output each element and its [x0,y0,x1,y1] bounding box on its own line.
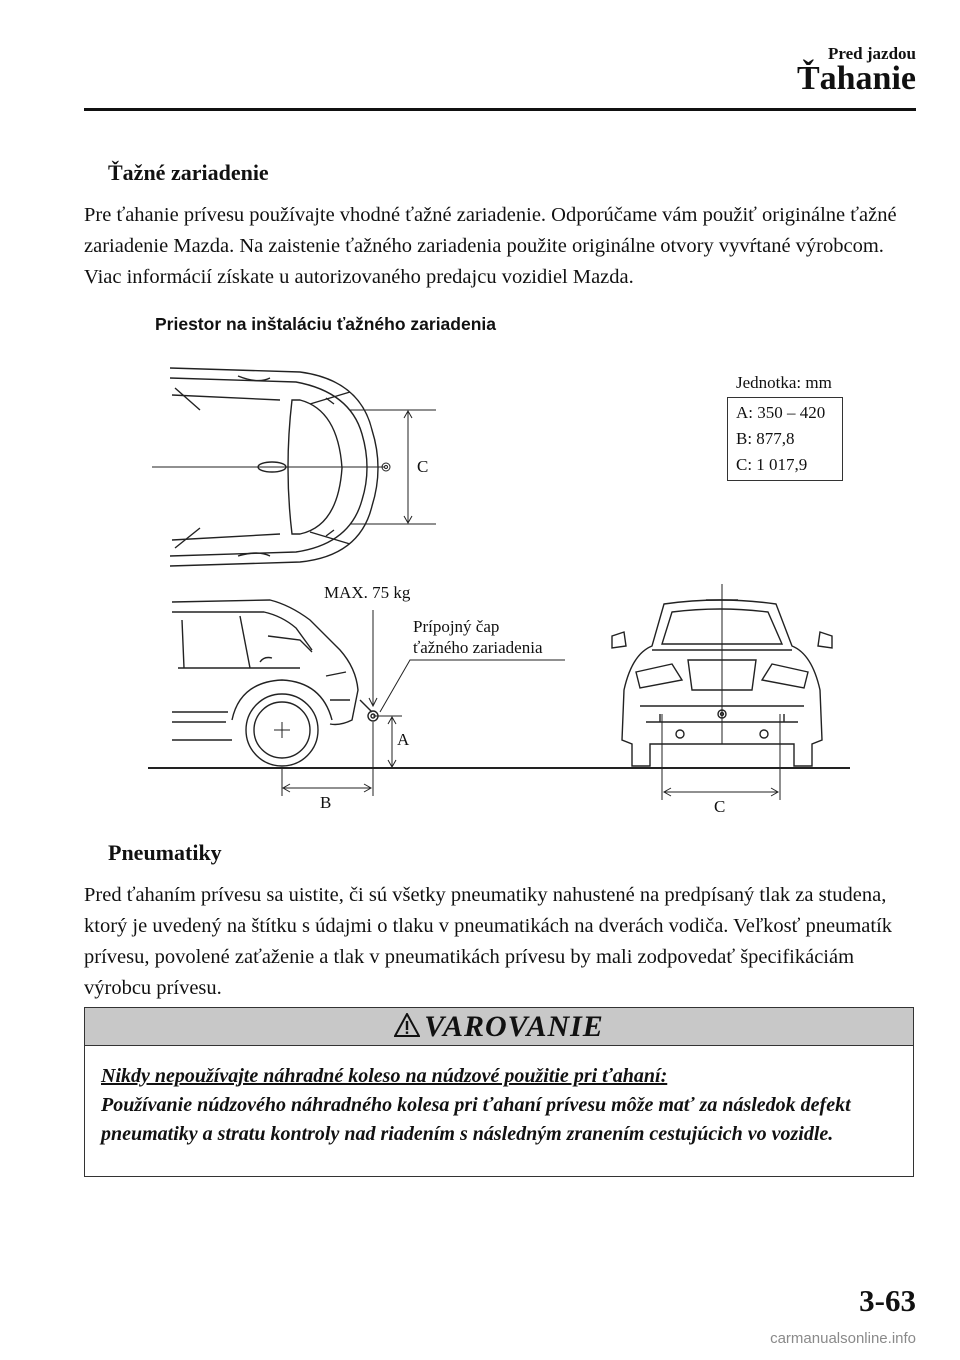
dimension-spec-box [727,397,843,481]
tires-section-body: Pred ťahaním prívesu sa uistite, či sú všetky pneumatiky nahustené na predpísaný tlak za studena, ktorý je uvedený na štítku s údajmi o tlaku v pneumatikách na dverách vodiča. Veľkosť pneumatík prívesu, povolené zaťaženie a tlak v pneumatikách prívesu by mali zodpovedať špecifikáciám výrobcu prívesu. [84,884,893,999]
warning-body: Používanie núdzového náhradného kolesa pri ťahaní prívesu môže mať za následok defekt pneumatiky a stratu kontroly nad riadením s následným zranením cestujúcich vo vozidle. [101,1094,851,1145]
header-section-label: Pred jazdou [828,44,916,63]
dim-label-a: A [397,730,410,749]
hitch-section-body: Pre ťahanie prívesu používajte vhodné ťažné zariadenie. Odporúčame vám použiť originálne ťažné zariadenie Mazda. Na zaistenie ťažného zariadenia použite originálne otvory vyvŕtané výrobcom. Viac informácií získate u autorizovaného predajcu vozidiel Mazda. [84,204,897,288]
spec-a: A: 350 – 420 [736,403,826,422]
spec-c: C: 1 017,9 [736,455,808,474]
warning-header [85,1008,913,1046]
max-load-label: MAX. 75 kg [324,583,411,602]
dim-label-c-top: C [417,457,429,476]
hitch-ball-label-1: Prípojný čap [413,617,500,636]
dim-label-c-rear: C [714,797,726,816]
dim-label-b: B [320,793,332,812]
page-number: 3-63 [859,1283,916,1318]
warning-first-line: Nikdy nepoužívajte náhradné koleso na núdzové použitie pri ťahaní: [101,1065,668,1087]
warning-text [101,1062,891,1149]
warning-box [84,1007,914,1177]
watermark: carmanualsonline.info [770,1330,916,1347]
unit-label: Jednotka: mm [736,373,832,392]
hitch-ball-label-2: ťažného zariadenia [413,638,543,657]
warning-triangle-icon [394,1013,420,1037]
spec-b: B: 877,8 [736,429,795,448]
car-side-view [172,600,372,766]
tires-section-title: Pneumatiky [108,840,222,865]
chapter-title: Ťahanie [796,60,916,97]
warning-title: VAROVANIE [424,1010,604,1043]
hitch-section-title: Ťažné zariadenie [108,160,269,185]
figure-caption: Priestor na inštaláciu ťažného zariadenia [155,314,496,334]
